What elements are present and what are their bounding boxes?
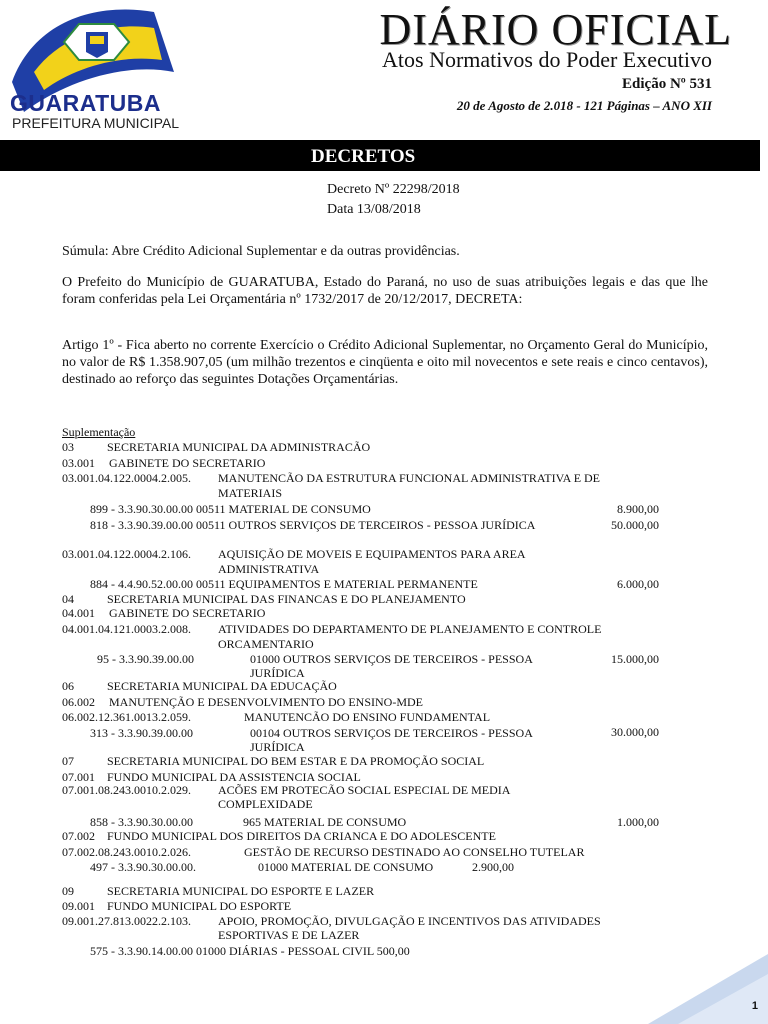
prefeitura-label: PREFEITURA MUNICIPAL [12, 115, 179, 131]
budget-desc-cont: JURÍDICA [250, 666, 305, 680]
org-code: 04 [62, 592, 74, 606]
program-name: ATIVIDADES DO DEPARTAMENTO DE PLANEJAMENTO E CONTROLE [218, 622, 602, 636]
org-name: SECRETARIA MUNICIPAL DO ESPORTE E LAZER [107, 884, 375, 898]
decree-preamble: O Prefeito do Município de GUARATUBA, Estado do Paraná, no uso de suas atribuições legais e das que lhe foram conferidas pela Lei Orçamentária nº 1732/2017 de 20/12/2017, DECRETA: [62, 275, 708, 307]
unit-name: FUNDO MUNICIPAL DA ASSISTENCIA SOCIAL [107, 770, 361, 784]
budget-line: 497 - 3.3.90.30.00.00. [90, 860, 196, 874]
org-name: SECRETARIA MUNICIPAL DA EDUCAÇÃO [107, 679, 337, 693]
section-title: DECRETOS [311, 146, 416, 167]
program-code: 09.001.27.813.0022.2.103. [62, 914, 191, 928]
budget-value: 1.000,00 [617, 815, 659, 829]
budget-value: 15.000,00 [611, 652, 659, 666]
budget-desc: 965 MATERIAL DE CONSUMO [243, 815, 407, 829]
budget-desc-cont: JURÍDICA [250, 740, 305, 754]
edition-date-line: 20 de Agosto de 2.018 - 121 Páginas – ANO XII [456, 98, 712, 113]
unit-code: 04.001 [62, 606, 95, 620]
budget-value: 2.900,00 [472, 860, 514, 874]
org-name: SECRETARIA MUNICIPAL DAS FINANCAS E DO PLANEJAMENTO [107, 592, 466, 606]
gazette-title: DIÁRIO OFICIAL [379, 5, 732, 54]
unit-code: 07.002 [62, 829, 95, 843]
section-bar [0, 140, 760, 171]
budget-desc: 01000 MATERIAL DE CONSUMO [258, 860, 434, 874]
gazette-subtitle: Atos Normativos do Poder Executivo [382, 47, 712, 72]
unit-name: GABINETE DO SECRETARIO [109, 456, 266, 470]
org-name: SECRETARIA MUNICIPAL DO BEM ESTAR E DA PROMOÇÃO SOCIAL [107, 754, 485, 768]
budget-desc: 01000 OUTROS SERVIÇOS DE TERCEIROS - PESSOA [250, 652, 533, 666]
program-name: GESTÃO DE RECURSO DESTINADO AO CONSELHO TUTELAR [244, 845, 585, 859]
unit-name: MANUTENÇÃO E DESENVOLVIMENTO DO ENSINO-MDE [109, 695, 423, 709]
unit-code: 07.001 [62, 770, 95, 784]
page-corner-decoration [648, 934, 768, 1024]
org-code: 07 [62, 754, 74, 768]
decree-artigo-1: Artigo 1º - Fica aberto no corrente Exercício o Crédito Adicional Suplementar, no Orçamento Geral do Município, no valor de R$ 1.358.907,05 (um milhão trezentos e cinqüenta e oito mil novecentos e sete reais e cinco centavos), destinado ao reforço das seguintes Dotações Orçamentárias. [62, 338, 708, 387]
program-name: ACÕES EM PROTECÃO SOCIAL ESPECIAL DE MEDIA [218, 783, 511, 797]
unit-name: FUNDO MUNICIPAL DO ESPORTE [107, 899, 292, 913]
budget-line: 818 - 3.3.90.39.00.00 00511 OUTROS SERVIÇOS DE TERCEIROS - PESSOA JURÍDICA [90, 518, 536, 532]
unit-code: 03.001 [62, 456, 95, 470]
org-code: 03 [62, 440, 74, 454]
program-name: AQUISIÇÃO DE MOVEIS E EQUIPAMENTOS PARA AREA [218, 547, 526, 561]
decree-date: Data 13/08/2018 [327, 202, 421, 217]
program-name-cont: ORCAMENTARIO [218, 637, 314, 651]
unit-code: 09.001 [62, 899, 95, 913]
budget-value: 30.000,00 [611, 725, 659, 739]
budget-desc: 00104 OUTROS SERVIÇOS DE TERCEIROS - PESSOA [250, 726, 533, 740]
program-name: APOIO, PROMOÇÃO, DIVULGAÇÃO E INCENTIVOS DAS ATIVIDADES [218, 914, 601, 928]
program-name-cont: ESPORTIVAS E DE LAZER [218, 928, 360, 942]
budget-line: 95 - 3.3.90.39.00.00 [97, 652, 194, 666]
budget-line: 313 - 3.3.90.39.00.00 [90, 726, 193, 740]
program-code: 03.001.04.122.0004.2.106. [62, 547, 191, 561]
program-name-cont: COMPLEXIDADE [218, 797, 313, 811]
budget-line: 575 - 3.3.90.14.00.00 01000 DIÁRIAS - PESSOAL CIVIL 500,00 [90, 944, 410, 958]
city-name: GUARATUBA [10, 90, 162, 116]
budget-line: 884 - 4.4.90.52.00.00 00511 EQUIPAMENTOS E MATERIAL PERMANENTE [90, 577, 478, 591]
unit-name: GABINETE DO SECRETARIO [109, 606, 266, 620]
program-code: 07.002.08.243.0010.2.026. [62, 845, 191, 859]
budget-line: 858 - 3.3.90.30.00.00 [90, 815, 193, 829]
program-code: 04.001.04.121.0003.2.008. [62, 622, 191, 636]
program-code: 03.001.04.122.0004.2.005. [62, 471, 191, 485]
supl-heading: Suplementação [62, 425, 136, 439]
program-code: 06.002.12.361.0013.2.059. [62, 710, 191, 724]
program-name: MANUTENCÃO DO ENSINO FUNDAMENTAL [244, 710, 491, 724]
org-code: 09 [62, 884, 74, 898]
program-name-cont: ADMINISTRATIVA [218, 562, 320, 576]
budget-value: 6.000,00 [617, 577, 659, 591]
decree-sumula: Súmula: Abre Crédito Adicional Suplementar e da outras providências. [62, 244, 460, 259]
program-name-cont: MATERIAIS [218, 486, 283, 500]
org-code: 06 [62, 679, 74, 693]
program-code: 07.001.08.243.0010.2.029. [62, 783, 191, 797]
org-name: SECRETARIA MUNICIPAL DA ADMINISTRACÃO [107, 440, 371, 454]
unit-name: FUNDO MUNICIPAL DOS DIREITOS DA CRIANCA E DO ADOLESCENTE [107, 829, 496, 843]
program-name: MANUTENCÃO DA ESTRUTURA FUNCIONAL ADMINISTRATIVA E DE [218, 471, 601, 485]
budget-value: 8.900,00 [617, 502, 659, 516]
page-number: 1 [751, 1000, 758, 1012]
unit-code: 06.002 [62, 695, 95, 709]
budget-line: 899 - 3.3.90.30.00.00 00511 MATERIAL DE CONSUMO [90, 502, 371, 516]
decree-number: Decreto Nº 22298/2018 [327, 182, 460, 197]
edition-number: Edição Nº 531 [622, 76, 712, 92]
budget-value: 50.000,00 [611, 518, 659, 532]
